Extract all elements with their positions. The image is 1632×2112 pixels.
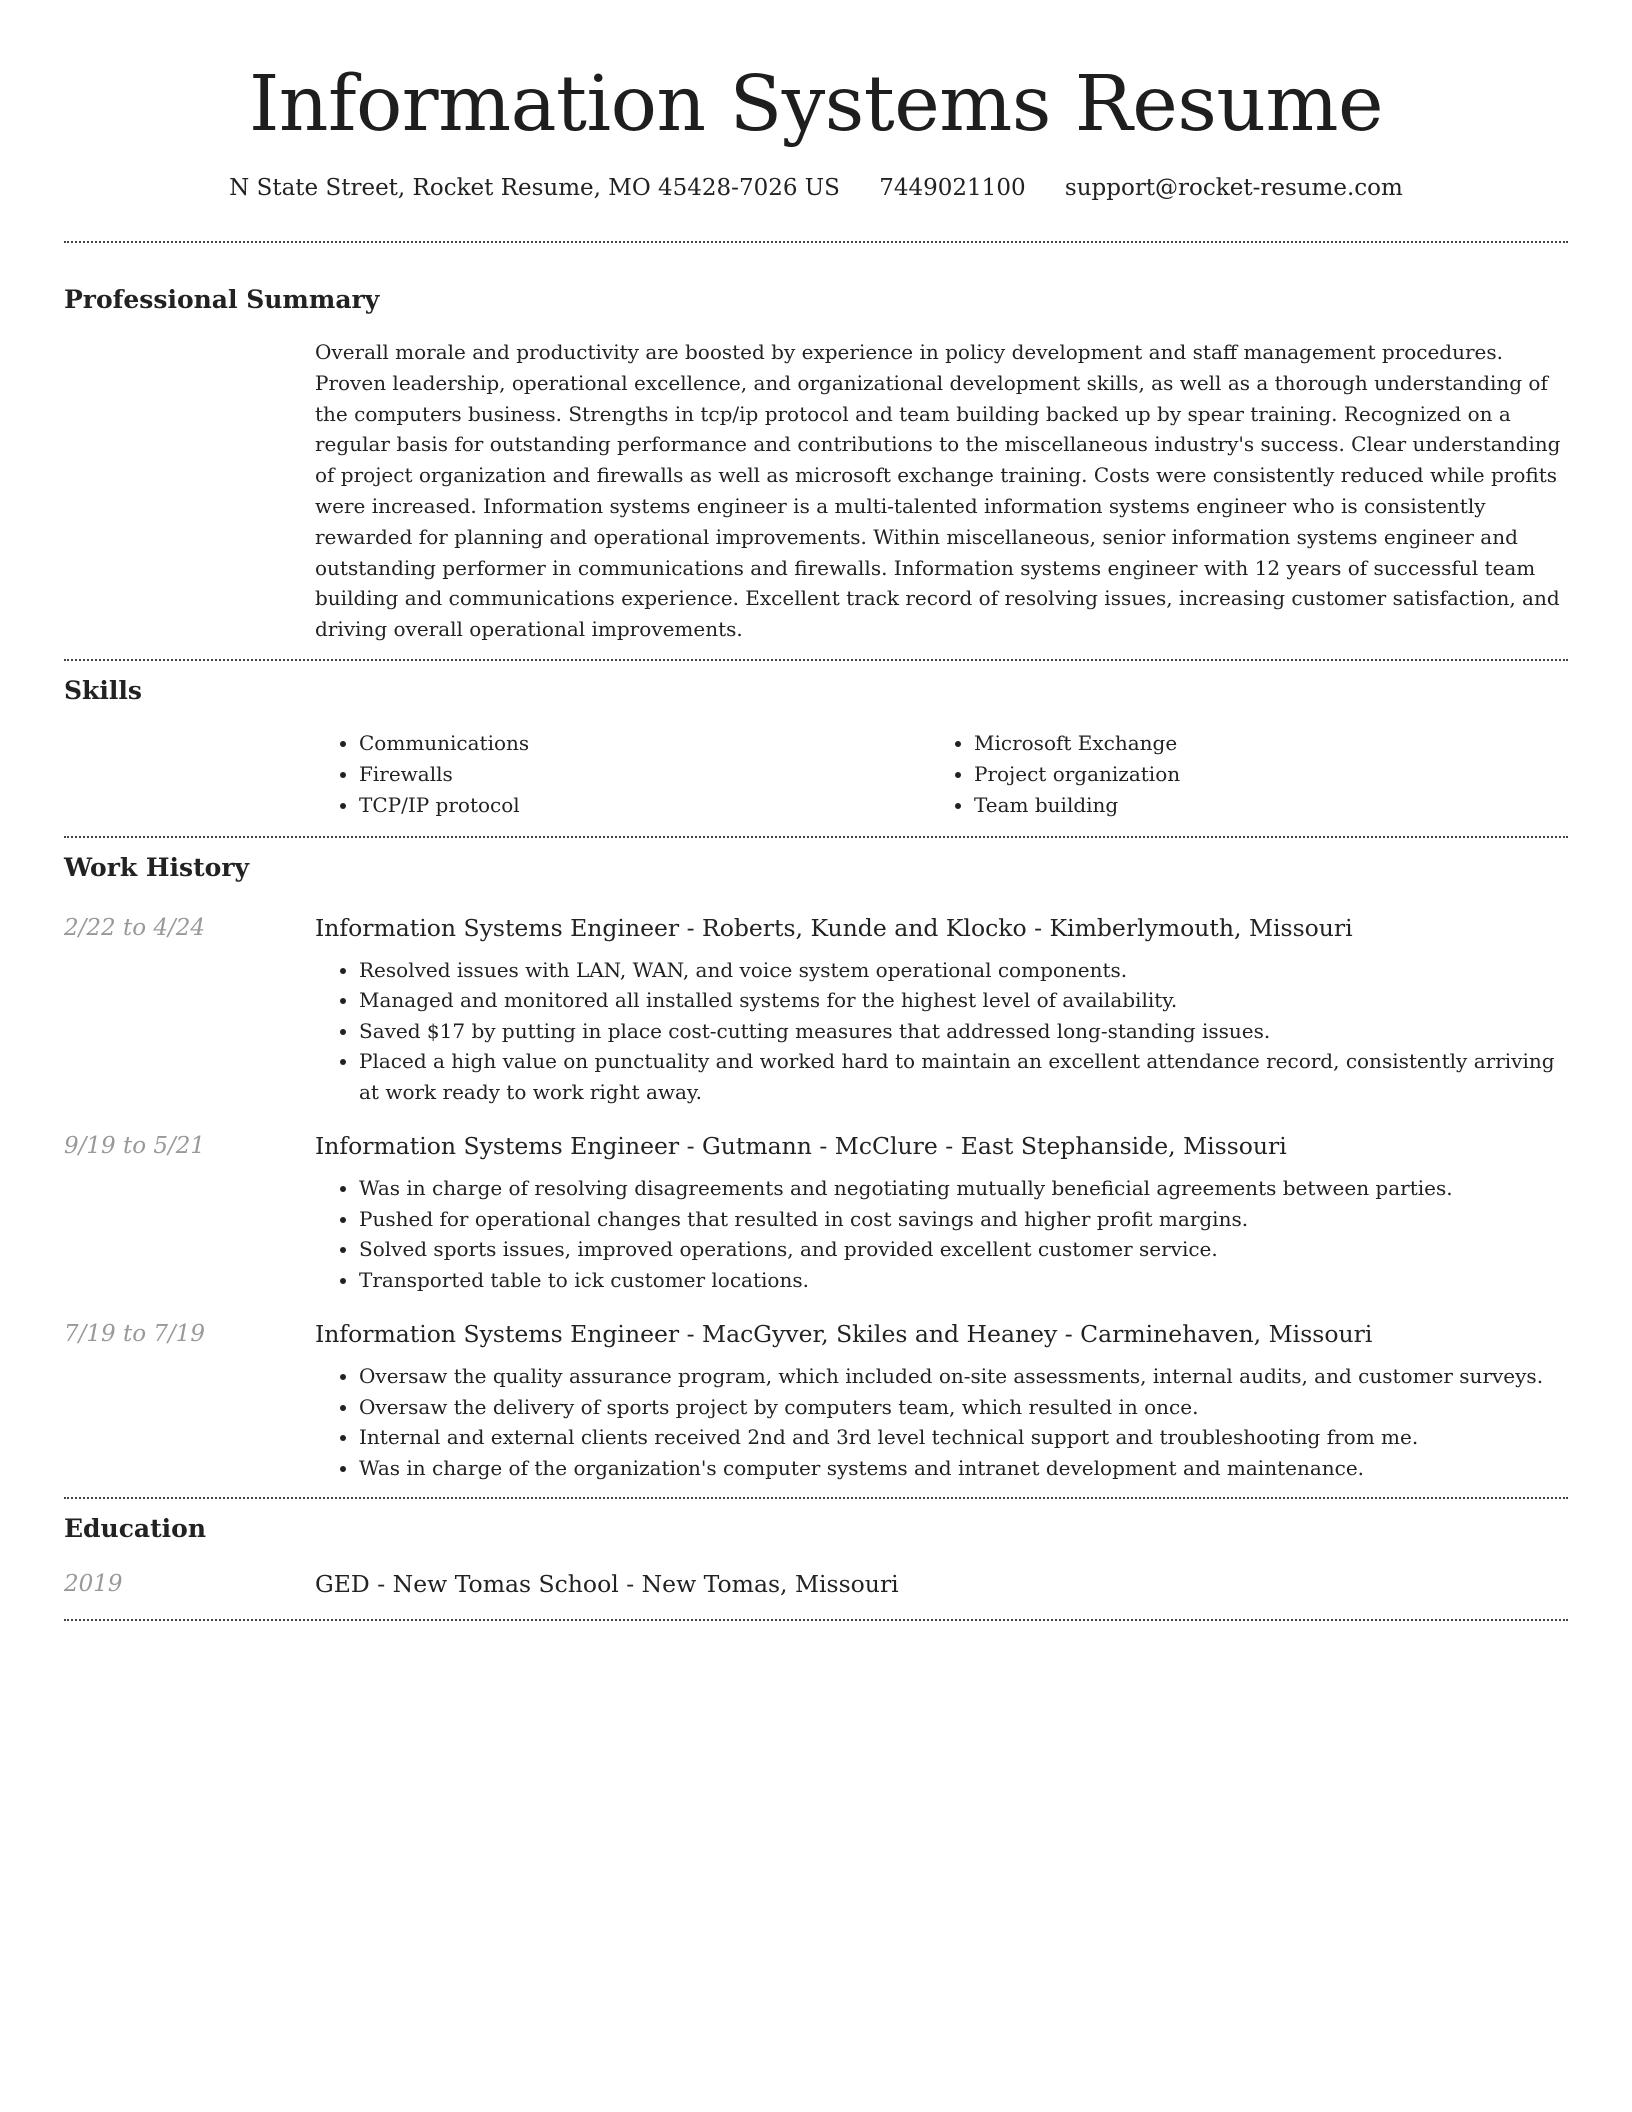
skills-heading: Skills [64,675,142,705]
job-bullet: • Saved $17 by putting in place cost-cutting measures that addressed long-standing issues. [359,1016,1568,1047]
skill-item: • Microsoft Exchange [974,728,1545,759]
job-bullet: • Pushed for operational changes that resulted in cost savings and higher profit margins. [359,1204,1568,1235]
skill-item: • TCP/IP protocol [359,790,930,821]
education-section [64,1512,1568,1601]
section-divider [64,241,1568,243]
section-divider [64,659,1568,661]
summary-heading: Professional Summary [64,285,380,314]
job-bullet: • Was in charge of resolving disagreements and negotiating mutually beneficial agreements between parties. [359,1173,1568,1204]
job-entry [64,1317,1568,1483]
job-entry [64,911,1568,1108]
job-bullet: • Resolved issues with LAN, WAN, and voice system operational components. [359,955,1568,986]
job-bullet: • Managed and monitored all installed systems for the highest level of availability. [359,985,1568,1016]
job-heading: Information Systems Engineer - Roberts, Kunde and Klocko - Kimberlymouth, Missouri [315,913,1353,942]
education-heading: Education [64,1514,207,1544]
skill-item: • Project organization [974,759,1545,790]
job-bullet: • Was in charge of the organization's computer systems and intranet development and maintenance. [359,1453,1568,1484]
education-entry [64,1567,1568,1601]
skill-item: • Communications [359,728,930,759]
skill-item: • Team building [974,790,1545,821]
section-divider [64,1497,1568,1499]
skills-column-right [930,728,1545,821]
job-dates: 9/19 to 5/21 [64,1133,206,1160]
summary-section [64,283,1568,645]
skills-list [315,728,1568,821]
education-year: 2019 [64,1571,123,1598]
address-text: N State Street, Rocket Resume, MO 45428-7026 US [229,175,840,201]
work-section [64,851,1568,1498]
job-bullets [64,1173,1568,1295]
skill-item: • Firewalls [359,759,930,790]
job-bullet: • Solved sports issues, improved operations, and provided excellent customer service. [359,1234,1568,1265]
resume-page [64,0,1568,1621]
job-bullet: • Oversaw the delivery of sports project by computers team, which resulted in once. [359,1392,1568,1423]
email-text: support@rocket-resume.com [1064,175,1403,201]
job-heading: Information Systems Engineer - MacGyver, Skiles and Heaney - Carminehaven, Missouri [315,1320,1373,1349]
job-bullets [64,1361,1568,1483]
job-bullet: • Placed a high value on punctuality and worked hard to maintain an excellent attendance record, consistently arriving at work ready to work right away. [359,1046,1568,1107]
job-dates: 7/19 to 7/19 [64,1321,206,1348]
job-bullet: • Internal and external clients received 2nd and 3rd level technical support and troubleshooting from me. [359,1422,1568,1453]
job-bullet: • Oversaw the quality assurance program, which included on-site assessments, internal audits, and customer surveys. [359,1361,1568,1392]
section-divider [64,1619,1568,1621]
job-bullet: • Transported table to ick customer locations. [359,1265,1568,1296]
education-detail: GED - New Tomas School - New Tomas, Missouri [315,1570,899,1599]
summary-text: Overall morale and productivity are boosted by experience in policy development and staff management procedures. Proven leadership, operational excellence, and organizational development skills, as well as a thorough understanding of the computers business. Strengths in tcp/ip protocol and team building backed up by spear training. Recognized on a regular basis for outstanding performance and contributions to the miscellaneous industry's success. Clear understanding of project organization and firewalls as well as microsoft exchange training. Costs were consistently reduced while profits were increased. Information systems engineer is a multi-talented information systems engineer who is consistently rewarded for planning and operational improvements. Within miscellaneous, senior information systems engineer and outstanding performer in communications and firewalls. Information systems engineer with 12 years of successful team building and communications experience. Excellent track record of resolving issues, increasing customer satisfaction, and driving overall operational improvements. [315,340,1561,642]
phone-text: 7449021100 [879,175,1026,201]
contact-info [64,171,1568,205]
skills-section [64,674,1568,821]
skills-column-left [315,728,930,821]
job-heading: Information Systems Engineer - Gutmann - McClure - East Stephanside, Missouri [315,1132,1287,1161]
section-divider [64,836,1568,838]
resume-title: Information Systems Resume [248,60,1384,149]
job-entry [64,1129,1568,1295]
work-heading: Work History [64,852,250,882]
job-bullets [64,955,1568,1108]
job-dates: 2/22 to 4/24 [64,914,206,941]
